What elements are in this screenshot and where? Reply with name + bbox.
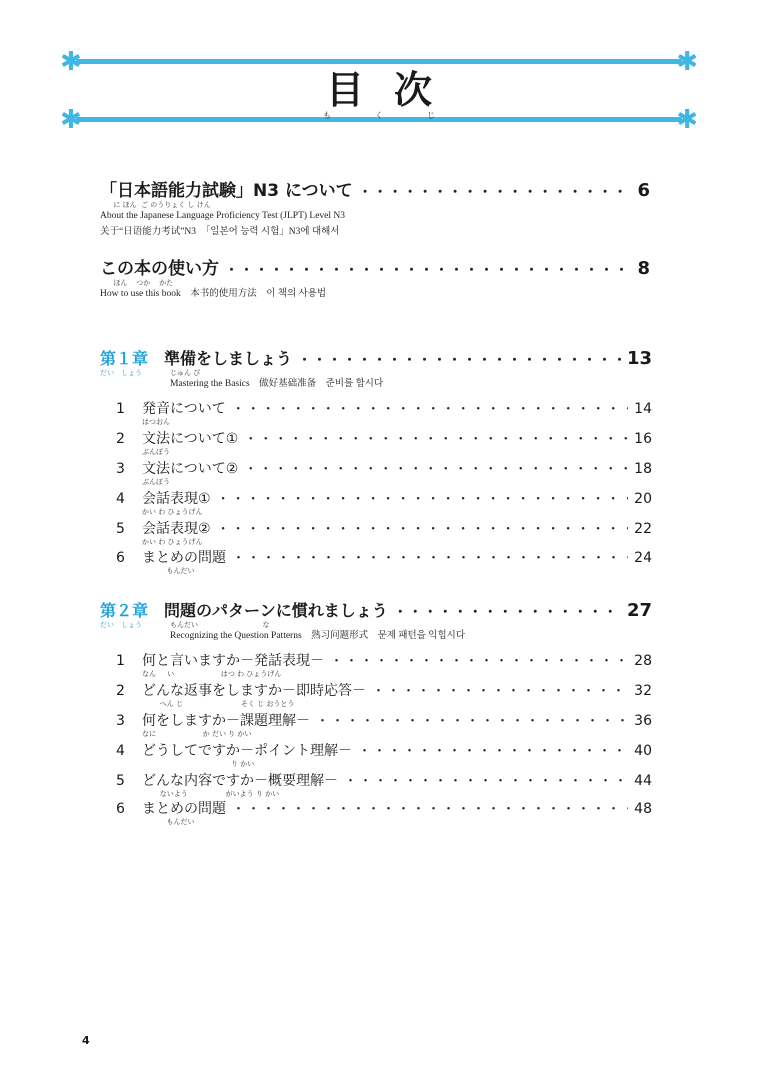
item-number: 1 — [116, 401, 125, 417]
item-number: 4 — [116, 491, 125, 507]
ruby-text: もんだい — [142, 567, 195, 575]
chapter-translation: Recognizing the Question Patterns 熟习问题形式 문제 패턴을 익힙시다 — [170, 631, 465, 641]
toc-item[interactable] — [116, 650, 652, 679]
item-title[interactable]: まとめの問題 — [142, 801, 226, 817]
leader-dots — [232, 398, 628, 417]
item-number: 4 — [116, 743, 125, 759]
ruby-text: なん い はつ わ ひょうげん — [142, 670, 282, 678]
toc-entry-how-to-use[interactable] — [100, 254, 650, 301]
chapter-translation: Mastering the Basics 做好基础准备 준비를 합시다 — [170, 379, 384, 389]
page-number: 4 — [82, 1034, 90, 1047]
toc-item[interactable] — [116, 680, 652, 709]
item-page: 24 — [634, 550, 652, 566]
page-title: 目次 — [325, 68, 462, 112]
chapter-title[interactable]: 準備をしましょう — [164, 349, 293, 368]
leader-dots — [232, 547, 628, 566]
leader-dots — [232, 798, 628, 817]
leader-dots — [372, 680, 628, 699]
item-number: 5 — [116, 521, 125, 537]
ruby-text: かい わ ひょうげん — [142, 538, 203, 546]
chapter-number: 第１章 — [100, 349, 149, 368]
toc-page-number: 27 — [626, 600, 652, 621]
item-number: 5 — [116, 773, 125, 789]
toc-page-number: 6 — [637, 180, 650, 201]
leader-dots — [359, 181, 632, 200]
toc-item[interactable] — [116, 770, 652, 799]
ruby-text: じゅん び — [170, 369, 201, 377]
leader-dots — [244, 428, 628, 447]
toc-item[interactable] — [116, 488, 652, 517]
asterisk-icon: ✱ — [676, 105, 698, 135]
ruby-text: へん じ そく じ おうとう — [142, 700, 295, 708]
ruby-text: はつおん — [142, 418, 170, 426]
item-number: 6 — [116, 801, 125, 817]
ruby-text: ぶんぽう — [142, 448, 170, 456]
chapter-number-ruby: だい しょう — [100, 369, 142, 377]
ruby-text: もんだい — [142, 818, 195, 826]
ruby-text: ほん つか かた — [100, 279, 174, 287]
toc-item[interactable] — [116, 458, 652, 487]
item-title[interactable]: 何と言いますか－発話表現－ — [142, 653, 324, 669]
leader-dots — [316, 710, 628, 729]
entry-translation-zh-ko: 关于“日语能力考试”N3 「일본어 능력 시험」N3에 대해서 — [100, 227, 340, 237]
item-page: 22 — [634, 521, 652, 537]
toc-item[interactable] — [116, 547, 652, 576]
item-number: 6 — [116, 550, 125, 566]
leader-dots — [394, 601, 621, 620]
item-number: 2 — [116, 683, 125, 699]
toc-header — [60, 47, 698, 135]
toc-item[interactable] — [116, 740, 652, 769]
ruby-text: なに か だい り かい — [142, 730, 252, 738]
item-number: 2 — [116, 431, 125, 447]
toc-item[interactable] — [116, 798, 652, 827]
toc-item[interactable] — [116, 518, 652, 547]
item-page: 36 — [634, 713, 652, 729]
chapter-number: 第２章 — [100, 601, 149, 620]
item-number: 3 — [116, 713, 125, 729]
leader-dots — [358, 740, 628, 759]
toc-page-number: 13 — [626, 348, 652, 369]
asterisk-icon: ✱ — [676, 47, 698, 77]
entry-translation-en: About the Japanese Language Proficiency Test (JLPT) Level N3 — [100, 211, 346, 221]
toc-item[interactable] — [116, 428, 652, 457]
item-number: 1 — [116, 653, 125, 669]
item-page: 32 — [634, 683, 652, 699]
item-title[interactable]: 会話表現② — [142, 521, 211, 537]
chapter-2-heading[interactable] — [100, 598, 652, 643]
item-page: 28 — [634, 653, 652, 669]
ruby-text: ぶんぽう — [142, 478, 170, 486]
leader-dots — [298, 349, 621, 368]
toc-entry-title[interactable]: この本の使い方 — [100, 259, 219, 279]
ruby-text: に ほん ご のうりょく し けん — [100, 201, 211, 209]
toc-page-number: 8 — [637, 258, 650, 279]
ruby-text: ないよう がいよう り かい — [142, 790, 280, 798]
item-page: 18 — [634, 461, 652, 477]
toc-entry-jlpt[interactable] — [100, 176, 650, 239]
item-title[interactable]: どんな内容ですか－概要理解－ — [142, 773, 338, 789]
item-title[interactable]: どうしてですか－ポイント理解－ — [142, 743, 352, 759]
item-title[interactable]: 会話表現① — [142, 491, 211, 507]
chapter-title[interactable]: 問題のパターンに慣れましょう — [164, 601, 388, 620]
chapter-1-heading[interactable] — [100, 346, 652, 391]
asterisk-icon: ✱ — [60, 105, 82, 135]
toc-item[interactable] — [116, 710, 652, 739]
leader-dots — [217, 518, 629, 537]
item-title[interactable]: まとめの問題 — [142, 550, 226, 566]
entry-translation: How to use this book 本书的使用方法 이 책의 사용법 — [100, 289, 327, 299]
item-page: 48 — [634, 801, 652, 817]
leader-dots — [244, 458, 628, 477]
item-title[interactable]: 発音について — [142, 401, 226, 417]
toc-entry-title[interactable]: 「日本語能力試験」N3 について — [100, 181, 353, 201]
item-page: 20 — [634, 491, 652, 507]
leader-dots — [217, 488, 629, 507]
item-title[interactable]: 何をしますか－課題理解－ — [142, 713, 310, 729]
item-page: 40 — [634, 743, 652, 759]
toc-item[interactable] — [116, 398, 652, 427]
item-title[interactable]: どんな返事をしますか－即時応答－ — [142, 683, 366, 699]
item-page: 16 — [634, 431, 652, 447]
chapter-number-ruby: だい しょう — [100, 621, 142, 629]
top-rule — [76, 59, 682, 64]
item-page: 44 — [634, 773, 652, 789]
ruby-text: かい わ ひょうげん — [142, 508, 203, 516]
ruby-text: もんだい な — [170, 621, 270, 629]
page-title-ruby: もくじ — [323, 111, 479, 120]
asterisk-icon: ✱ — [60, 47, 82, 77]
item-title[interactable]: 文法について② — [142, 461, 239, 477]
item-number: 3 — [116, 461, 125, 477]
ruby-text: り かい — [142, 760, 255, 768]
leader-dots — [344, 770, 628, 789]
item-page: 14 — [634, 401, 652, 417]
leader-dots — [225, 259, 631, 278]
leader-dots — [330, 650, 628, 669]
item-title[interactable]: 文法について① — [142, 431, 239, 447]
